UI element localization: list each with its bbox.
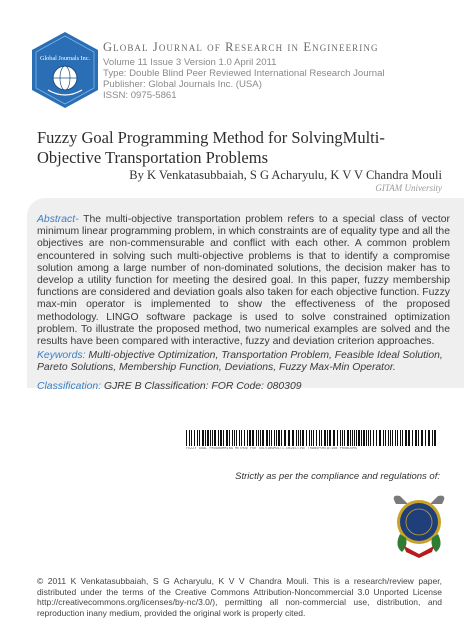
paper-title: Fuzzy Goal Programming Method for SolvingMulti-Objective Transportation Problems [37, 128, 385, 167]
barcode-bar [284, 430, 286, 446]
barcode [186, 430, 438, 446]
barcode-bar [229, 430, 230, 446]
barcode-bar [244, 430, 245, 446]
barcode-bar [220, 430, 222, 446]
barcode-bar [252, 430, 254, 446]
barcode-bar [388, 430, 389, 446]
barcode-bar [306, 430, 307, 446]
barcode-bar [266, 430, 268, 446]
journal-volume: Volume 11 Issue 3 Version 1.0 April 2011 [103, 57, 277, 68]
barcode-bar [324, 430, 326, 446]
barcode-bar [425, 430, 426, 446]
barcode-bar [202, 430, 204, 446]
barcode-bar [274, 430, 275, 446]
barcode-bar [194, 430, 195, 446]
barcode-bar [352, 430, 353, 446]
barcode-bar [262, 430, 264, 446]
barcode-bar [337, 430, 338, 446]
barcode-bar [368, 430, 369, 446]
barcode-bar [189, 430, 190, 446]
barcode-bar [249, 430, 251, 446]
barcode-bar [405, 430, 407, 446]
barcode-bar [319, 430, 320, 446]
barcode-bar [385, 430, 386, 446]
barcode-bar [358, 430, 360, 446]
barcode-bar [400, 430, 401, 446]
journal-issn: ISSN: 0975-5861 [103, 90, 177, 101]
paper-authors: By K Venkatasubbaiah, S G Acharyulu, K V V Chandra Mouli [129, 168, 442, 182]
barcode-bar [296, 430, 297, 446]
barcode-bar [288, 430, 290, 446]
copyright-footer: © 2011 K Venkatasubbaiah, S G Acharyulu, K V V Chandra Mouli. This is a research/review paper, distributed under the terms of the Creative Commons Attribution-Noncommercial 3.0 Unported License http://creativecommons.org/licenses/by-nc/3.0/), permitting all non-commercial use, distribution, and reproduction inany medium, provided the original work is properly cited. [37, 576, 442, 618]
barcode-bar [197, 430, 198, 446]
barcode-bar [311, 430, 312, 446]
author-affiliation: GITAM University [375, 183, 442, 193]
barcode-bar [223, 430, 224, 446]
barcode-bar [309, 430, 310, 446]
barcode-bar [333, 430, 335, 446]
global-journals-logo [30, 30, 100, 110]
barcode-bar [379, 430, 381, 446]
barcode-bar [363, 430, 365, 446]
barcode-bar [239, 430, 240, 446]
barcode-bar [210, 430, 211, 446]
barcode-bar [342, 430, 343, 446]
barcode-bar [395, 430, 396, 446]
classification [37, 381, 450, 392]
barcode-bar [428, 430, 430, 446]
barcode-bar [340, 430, 341, 446]
classification-label: Classification: [37, 381, 102, 392]
keywords [37, 350, 450, 374]
logo-text: Global Journals Inc. [39, 55, 91, 62]
barcode-bar [281, 430, 282, 446]
barcode-bar [421, 430, 423, 446]
barcode-bar [298, 430, 299, 446]
barcode-bar [256, 430, 257, 446]
barcode-bar [390, 430, 391, 446]
journal-name: Global Journal of Research in Engineering [103, 40, 379, 54]
abstract-label: Abstract- [37, 214, 79, 225]
journal-seal-icon [388, 490, 450, 558]
barcode-bar [313, 430, 314, 446]
barcode-bar [415, 430, 417, 446]
barcode-bar [276, 430, 277, 446]
barcode-bar [236, 430, 237, 446]
barcode-bar [207, 430, 209, 446]
keywords-label: Keywords: [37, 350, 86, 361]
barcode-bar [300, 430, 301, 446]
barcode-bar [350, 430, 351, 446]
barcode-bar [344, 430, 345, 446]
barcode-bar [232, 430, 233, 446]
barcode-bar [214, 430, 216, 446]
barcode-bar [402, 430, 403, 446]
barcode-bar [271, 430, 272, 446]
abstract-text: The multi-objective transportation problem refers to a special class of vector minimum linear programming problem, in which constraints are of equality type and all the objectives are non-commensurable and conflict with each other. A common problem encountered in solving such multi-objective problems is that to identify a compromise solution among a large number of non-dominated solutions, the decision maker has to develop a utility function for meeting the desired goal. In this paper, fuzzy membership functions are considered and deviation goals also taken for each objective function. Fuzzy max-min operator is implemented to show the effectiveness of the proposed methodology. LINGO software package is used to solve constrained optimization problem. To illustrate the proposed method, two numerical examples are solved and the results have been compared with interactive, fuzzy and deviation criterion approaches. [37, 214, 450, 348]
barcode-bar [383, 430, 384, 446]
barcode-bar [260, 430, 261, 446]
barcode-bar [199, 430, 200, 446]
barcode-bar [316, 430, 317, 446]
barcode-bar [234, 430, 235, 446]
keywords-text: Multi-objective Optimization, Transportation Problem, Feasible Ideal Solution, Pareto Solutions, Membership Function, Deviations, Fuzzy Max-Min Operator. [37, 350, 443, 374]
barcode-bar [186, 430, 187, 446]
barcode-bar [412, 430, 413, 446]
barcode-caption: FUZZY GOAL PROGRAMMING METHOD FOR SOLVINGMULTI-OBJECTIVE TRANSPORTATION PROBLEMS [186, 447, 357, 451]
barcode-bar [212, 430, 213, 446]
barcode-bar [392, 430, 393, 446]
barcode-bar [370, 430, 371, 446]
journal-type: Type: Double Blind Peer Reviewed International Research Journal [103, 68, 385, 79]
classification-text: GJRE B Classification: FOR Code: 080309 [101, 381, 302, 392]
barcode-bar [191, 430, 192, 446]
barcode-bar [329, 430, 331, 446]
barcode-bar [226, 430, 228, 446]
barcode-bar [434, 430, 436, 446]
barcode-bar [247, 430, 248, 446]
barcode-bar [241, 430, 242, 446]
barcode-bar [432, 430, 433, 446]
barcode-bar [278, 430, 280, 446]
barcode-bar [418, 430, 419, 446]
barcode-bar [205, 430, 206, 446]
barcode-bar [321, 430, 322, 446]
barcode-bar [373, 430, 374, 446]
barcode-bar [218, 430, 219, 446]
barcode-bar [408, 430, 410, 446]
barcode-bar [361, 430, 362, 446]
barcode-bar [376, 430, 377, 446]
compliance-note: Strictly as per the compliance and regulations of: [235, 471, 440, 482]
barcode-bar [366, 430, 367, 446]
barcode-bar [356, 430, 357, 446]
barcode-bar [302, 430, 304, 446]
barcode-bar [258, 430, 259, 446]
journal-publisher: Publisher: Global Journals Inc. (USA) [103, 79, 262, 90]
barcode-bar [269, 430, 270, 446]
barcode-bar [292, 430, 294, 446]
barcode-bar [327, 430, 328, 446]
abstract [37, 214, 450, 348]
barcode-bar [397, 430, 398, 446]
barcode-bar [354, 430, 355, 446]
barcode-bar [347, 430, 349, 446]
